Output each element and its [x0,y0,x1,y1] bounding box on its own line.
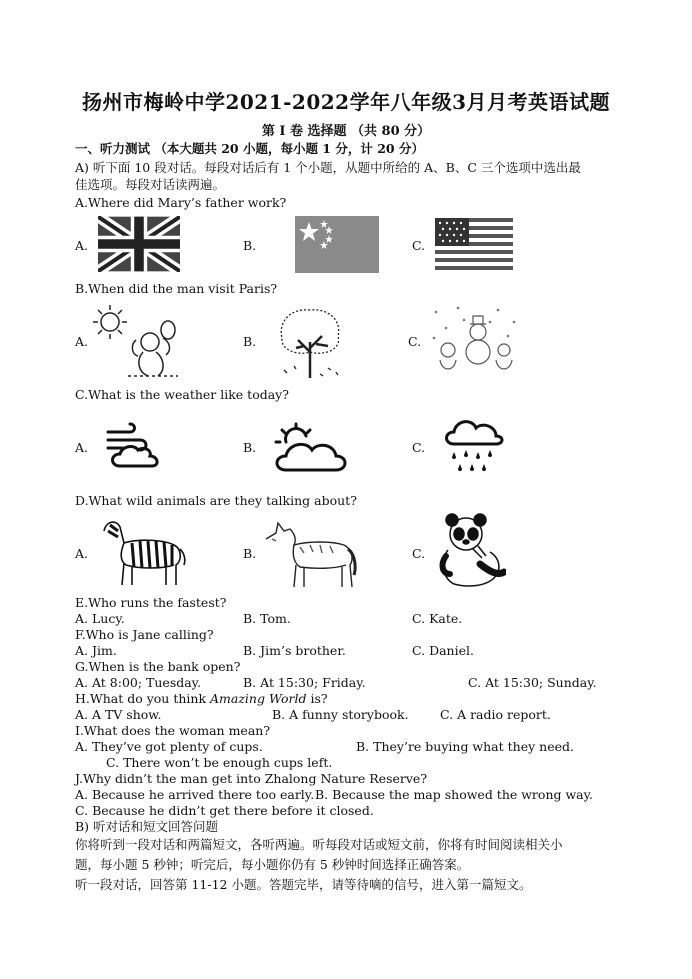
option-c: C. Because he didn’t get there before it closed. [75,803,374,818]
rain-cloud-icon [442,414,506,478]
windy-cloud-icon [104,420,166,472]
question-f: F.Who is Jane calling? [75,627,214,642]
question-h-pre: H.What do you think [75,691,211,706]
question-d: D.What wild animals are they talking about? [75,493,357,508]
question-e: E.Who runs the fastest? [75,595,227,610]
question-h-title: Amazing World [210,691,307,706]
question-i: I.What does the woman mean? [75,723,271,738]
question-a: A.Where did Mary’s father work? [75,195,287,210]
option-a: A. Jim. [75,643,117,658]
section-subtitle: 第 I 卷 选择题 （共 80 分） [261,124,431,139]
option-a: A. They’ve got plenty of cups. [75,739,263,754]
option-c: C. At 15:30; Sunday. [468,675,597,690]
summer-sun-icon [88,300,183,380]
option-b: B. Tom. [243,611,291,626]
sunny-cloudy-icon [272,420,352,474]
option-label: B. [243,440,257,455]
option-b: B. They’re buying what they need. [356,739,574,754]
option-b: B. Jim’s brother. [243,643,346,658]
option-c: C. There won’t be enough cups left. [106,755,333,770]
option-a: A. A TV show. [75,707,162,722]
question-b: B.When did the man visit Paris? [75,281,278,296]
option-label: A. [75,334,89,349]
question-c: C.What is the weather like today? [75,387,289,402]
option-b: B. At 15:30; Friday. [243,675,366,690]
option-c: C. Daniel. [412,643,474,658]
wolf-icon [260,515,358,591]
china-flag-icon [295,216,379,273]
page-title: 扬州市梅岭中学2021-2022学年八年级3月月考英语试题 [81,90,611,114]
option-label: C. [412,238,426,253]
question-h-post: is? [306,691,328,706]
option-b: B. A funny storybook. [272,707,409,722]
usa-flag-icon [435,218,513,270]
listening-heading: 一、听力测试 （本大题共 20 小题，每小题 1 分，计 20 分） [75,141,424,156]
option-b: B. Because the map showed the wrong way. [315,787,593,802]
option-label: A. [75,238,89,253]
question-j: J.Why didn’t the man get into Zhalong Nature Reserve? [75,771,428,786]
partB-instructions-3: 听一段对话，回答第 11-12 小题。答题完毕，请等待嘀的信号，进入第一篇短文。 [75,877,532,892]
option-c: C. Kate. [412,611,463,626]
partB-heading: B) 听对话和短文回答问题 [75,819,219,834]
option-label: C. [408,334,422,349]
option-label: B. [243,334,257,349]
option-a: A. Because he arrived there too early. [75,787,315,802]
option-label: C. [412,440,426,455]
option-a: A. At 8:00; Tuesday. [75,675,202,690]
partB-instructions-1: 你将听到一段对话和两篇短文，各听两遍。听每段对话或短文前，你将有时间阅读相关小 [75,837,563,852]
partA-instructions-2: 佳选项。每段对话读两遍。 [75,177,226,192]
option-label: A. [75,440,89,455]
option-label: A. [75,546,89,561]
option-label: B. [243,546,257,561]
winter-snowman-icon [428,302,520,378]
option-label: B. [243,238,257,253]
zebra-icon [96,513,188,589]
autumn-tree-icon [270,300,350,380]
option-label: C. [412,546,426,561]
question-g: G.When is the bank open? [75,659,241,674]
uk-flag-icon [98,216,180,272]
option-c: C. A radio report. [440,707,551,722]
partB-instructions-2: 题，每小题 5 秒钟；听完后，每小题你仍有 5 秒钟时间选择正确答案。 [75,857,470,872]
option-a: A. Lucy. [75,611,125,626]
question-h [75,691,328,707]
partA-instructions-1: A) 听下面 10 段对话。每段对话后有 1 个小题，从题中所给的 A、B、C 三个选项中选出最 [75,160,581,175]
panda-icon [434,512,506,590]
